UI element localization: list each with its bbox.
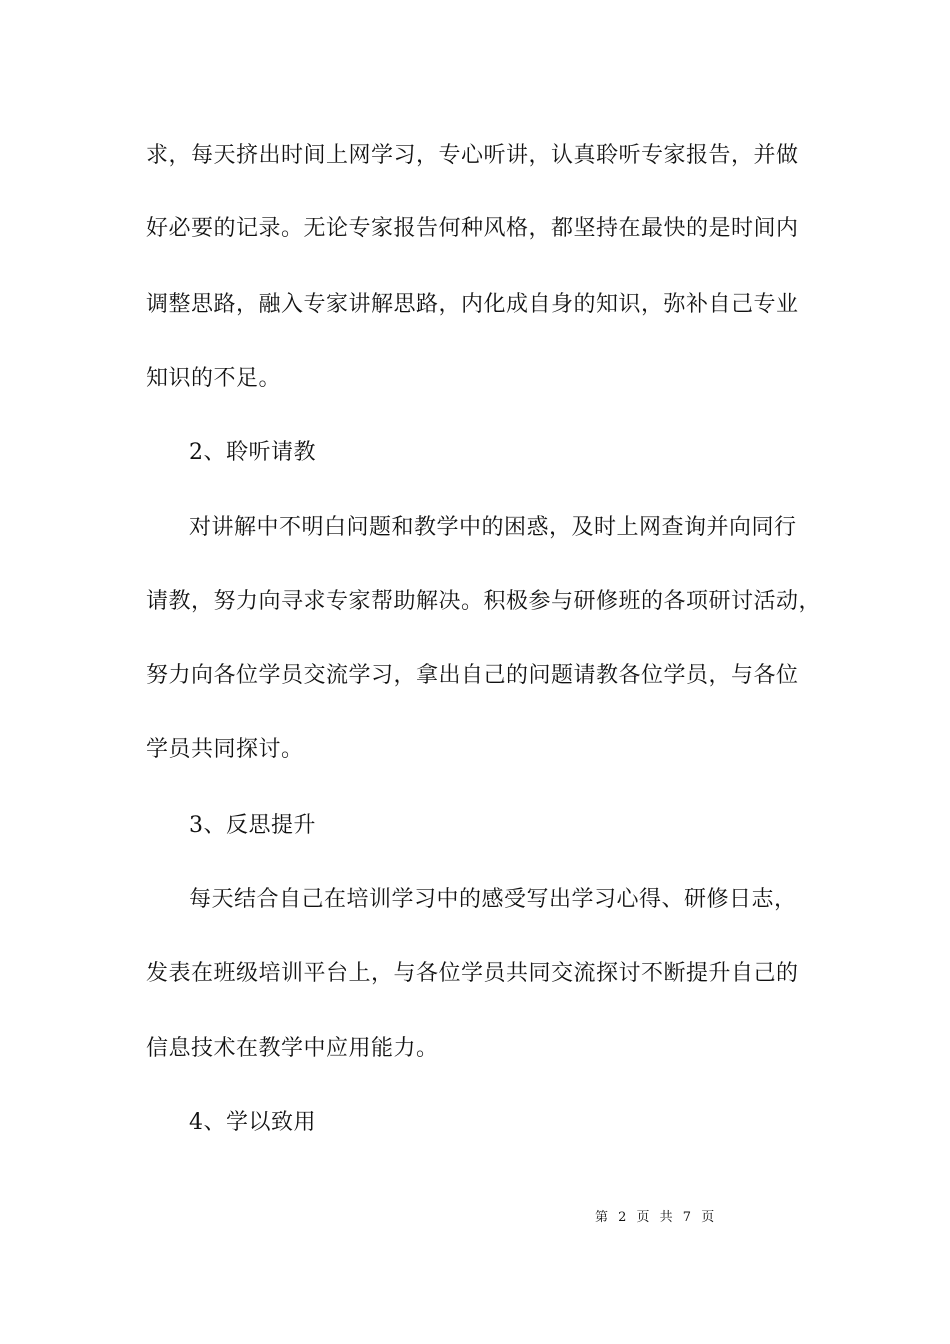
page-number: 第 2 页 共 7 页	[595, 1210, 716, 1225]
paragraph-line: 请教，努力向寻求专家帮助解决。积极参与研修班的各项研讨活动，	[146, 589, 822, 614]
section-heading: 2、聆听请教	[189, 440, 316, 465]
paragraph-line: 发表在班级培训平台上，与各位学员共同交流探讨不断提升自己的	[146, 961, 799, 986]
section-heading: 3、反思提升	[189, 813, 316, 838]
paragraph-line: 对讲解中不明白问题和教学中的困惑，及时上网查询并向同行	[189, 515, 797, 540]
paragraph-line: 好必要的记录。无论专家报告何种风格，都坚持在最快的是时间内	[146, 216, 799, 241]
paragraph-line: 信息技术在教学中应用能力。	[146, 1036, 439, 1061]
paragraph-line: 知识的不足。	[146, 366, 282, 391]
section-heading: 4、学以致用	[189, 1110, 316, 1135]
paragraph-line: 每天结合自己在培训学习中的感受写出学习心得、研修日志，	[189, 887, 797, 912]
paragraph-line: 求，每天挤出时间上网学习，专心听讲，认真聆听专家报告，并做	[146, 143, 799, 168]
paragraph-line: 调整思路，融入专家讲解思路，内化成自身的知识，弥补自己专业	[146, 292, 799, 317]
paragraph-line: 努力向各位学员交流学习，拿出自己的问题请教各位学员，与各位	[146, 663, 799, 688]
paragraph-line: 学员共同探讨。	[146, 737, 304, 762]
